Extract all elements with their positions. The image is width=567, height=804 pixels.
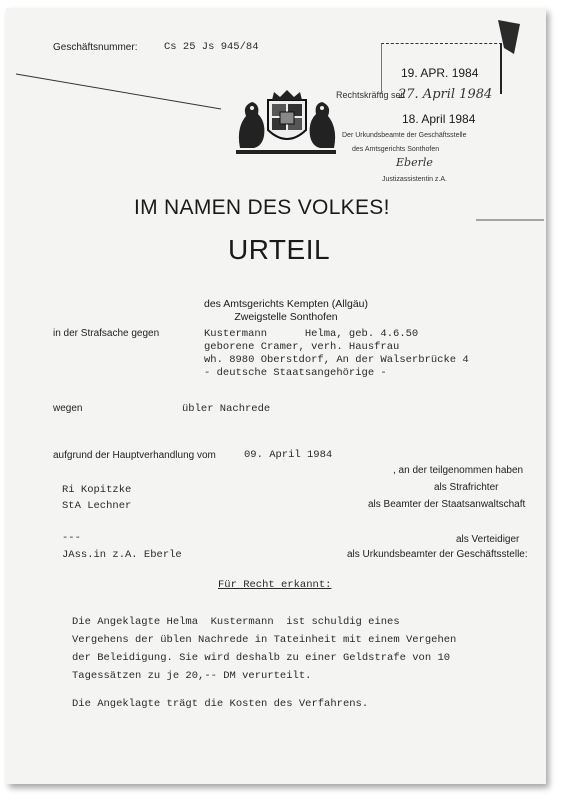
bavarian-coat-of-arms-icon	[232, 88, 342, 156]
court-block	[176, 298, 396, 324]
judgment-document	[6, 8, 546, 784]
clerk-stamp-line-2: des Amtsgerichts Sonthofen	[352, 146, 440, 153]
second-date-stamp: 18. April 1984	[402, 112, 476, 126]
edge-rule	[476, 218, 546, 224]
participant-role: als Urkundsbeamter der Geschäftsstelle:	[347, 549, 528, 560]
document-heading: IM NAMEN DES VOLKES!	[134, 196, 390, 219]
case-number-label: Geschäftsnummer:	[53, 42, 138, 53]
document-type: URTEIL	[228, 234, 331, 265]
participant-name: StA Lechner	[62, 500, 132, 512]
court-name: des Amtsgerichts Kempten (Allgäu)	[204, 298, 368, 310]
participant-role: als Beamter der Staatsanwaltschaft	[368, 499, 526, 510]
hearing-date: 09. April 1984	[244, 449, 333, 461]
stamp-corner-mark	[494, 18, 522, 58]
clerk-title: Justizassistentin z.A.	[382, 176, 447, 183]
verdict-paragraph	[72, 613, 456, 685]
hearing-label: aufgrund der Hauptverhandlung vom	[53, 450, 216, 461]
participant-name: Ri Kopitzke	[62, 484, 132, 496]
because-label: wegen	[53, 403, 83, 414]
receipt-date: 19. APR. 1984	[401, 66, 479, 80]
verdict-line: der Beleidigung. Sie wird deshalb zu einer Geldstrafe von 10	[72, 652, 451, 664]
case-number: Cs 25 Js 945/84	[164, 41, 259, 53]
charge: übler Nachrede	[182, 403, 271, 415]
defendant-line: - deutsche Staatsangehörige -	[204, 367, 387, 379]
clerk-stamp-line-1: Der Urkundsbeamte der Geschäftsstelle	[342, 132, 467, 139]
verdict-line: Die Angeklagte Helma Kustermann ist schuldig eines	[72, 616, 400, 628]
participant-role: als Verteidiger	[456, 534, 520, 545]
participants-label: , an der teilgenommen haben	[393, 465, 524, 476]
clerk-signature: Eberle	[396, 156, 433, 169]
defendant-line: wh. 8980 Oberstdorf, An der Walserbrücke 4	[204, 354, 469, 366]
legal-force-label: Rechtskräftig seit	[336, 90, 406, 100]
verdict-line: Tagessätzen zu je 20,-- DM verurteilt.	[72, 670, 312, 682]
against-label: in der Strafsache gegen	[53, 328, 160, 339]
defendant-block	[204, 328, 469, 380]
legal-force-date: 27. April 1984	[398, 87, 493, 102]
verdict-line: Vergehens der üblen Nachrede in Tateinheit mit einem Vergehen	[72, 634, 457, 646]
costs-sentence: Die Angeklagte trägt die Kosten des Verfahrens.	[72, 698, 369, 710]
court-branch: Zweigstelle Sonthofen	[234, 311, 338, 323]
participant-name: ---	[62, 532, 81, 544]
verdict-heading: Für Recht erkannt:	[218, 579, 332, 591]
fold-line	[6, 68, 226, 118]
defendant-line: Kustermann Helma, geb. 4.6.50	[204, 328, 419, 340]
participant-name: JAss.in z.A. Eberle	[62, 549, 182, 561]
participant-role: als Strafrichter	[434, 482, 499, 493]
defendant-line: geborene Cramer, verh. Hausfrau	[204, 341, 400, 353]
